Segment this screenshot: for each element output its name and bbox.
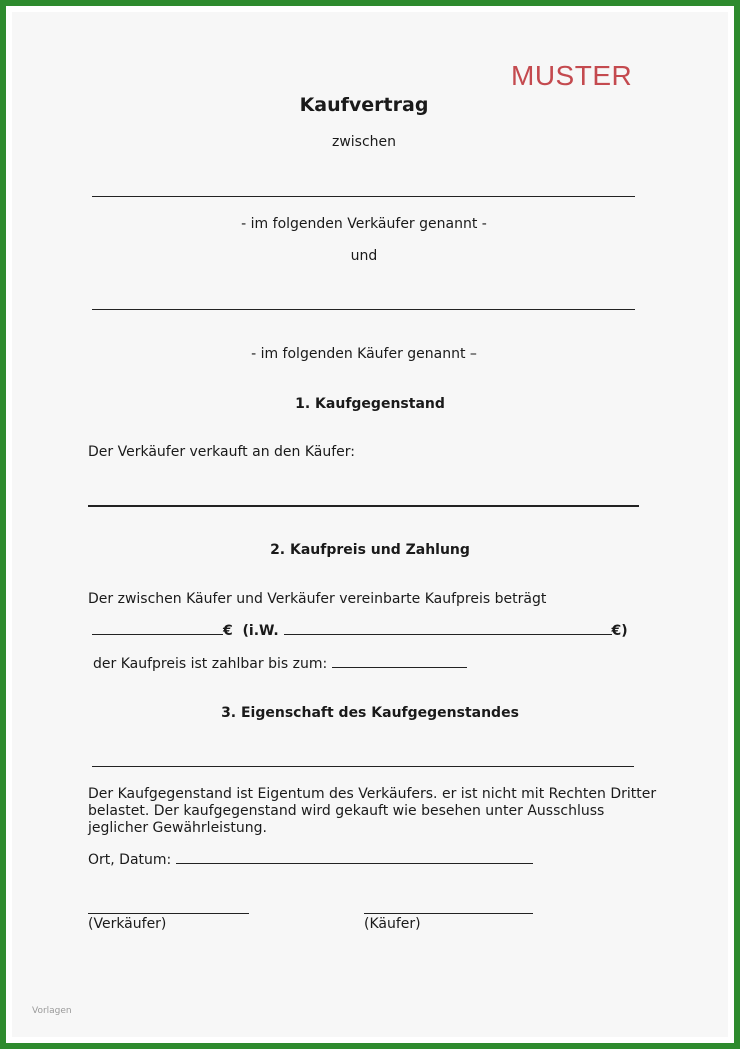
section-1-heading: 1. Kaufgegenstand [295, 396, 445, 412]
section-3-text [88, 786, 656, 837]
place-date-row [88, 851, 533, 869]
item-description-line [88, 505, 639, 507]
price-close: €) [611, 623, 628, 639]
buyer-name-line [92, 309, 635, 310]
section-3-text-line-1: Der Kaufgegenstand ist Eigentum des Verkäufers. er ist nicht mit Rechten Dritter [88, 786, 657, 802]
watermark: Vorlagen [32, 1006, 72, 1016]
seller-signature-label: (Verkäufer) [88, 916, 167, 932]
buyer-signature-line [364, 913, 533, 914]
due-date-line [332, 655, 467, 668]
buyer-note: - im folgenden Käufer genannt – [251, 346, 477, 362]
price-amount-line [92, 622, 223, 635]
muster-stamp: MUSTER [511, 60, 633, 91]
place-date-line [176, 851, 533, 864]
section-3-text-line-2: belastet. Der kaufgegenstand wird gekauft wie besehen unter Ausschluss [88, 803, 605, 819]
price-in-words-line [284, 622, 612, 635]
section-1-text: Der Verkäufer verkauft an den Käufer: [88, 444, 355, 460]
section-3-heading: 3. Eigenschaft des Kaufgegenstandes [221, 705, 519, 721]
price-currency: € [223, 623, 233, 639]
and-text: und [350, 248, 378, 264]
seller-signature-line [88, 913, 249, 914]
price-in-words-label: (i.W. [242, 623, 279, 639]
seller-note: - im folgenden Verkäufer genannt - [241, 216, 487, 232]
due-date-row [93, 655, 467, 673]
section-2-heading: 2. Kaufpreis und Zahlung [270, 542, 470, 558]
section-2-text: Der zwischen Käufer und Verkäufer vereinbarte Kaufpreis beträgt [88, 591, 547, 607]
buyer-signature-label: (Käufer) [364, 916, 421, 932]
seller-name-line [92, 196, 635, 197]
due-date-label: der Kaufpreis ist zahlbar bis zum: [93, 656, 328, 672]
place-date-label: Ort, Datum: [88, 852, 172, 868]
between-text: zwischen [331, 134, 397, 150]
property-line [92, 766, 634, 767]
price-row [92, 622, 628, 640]
document-title: Kaufvertrag [299, 94, 429, 116]
section-3-text-line-3: jeglicher Gewährleistung. [88, 820, 267, 836]
